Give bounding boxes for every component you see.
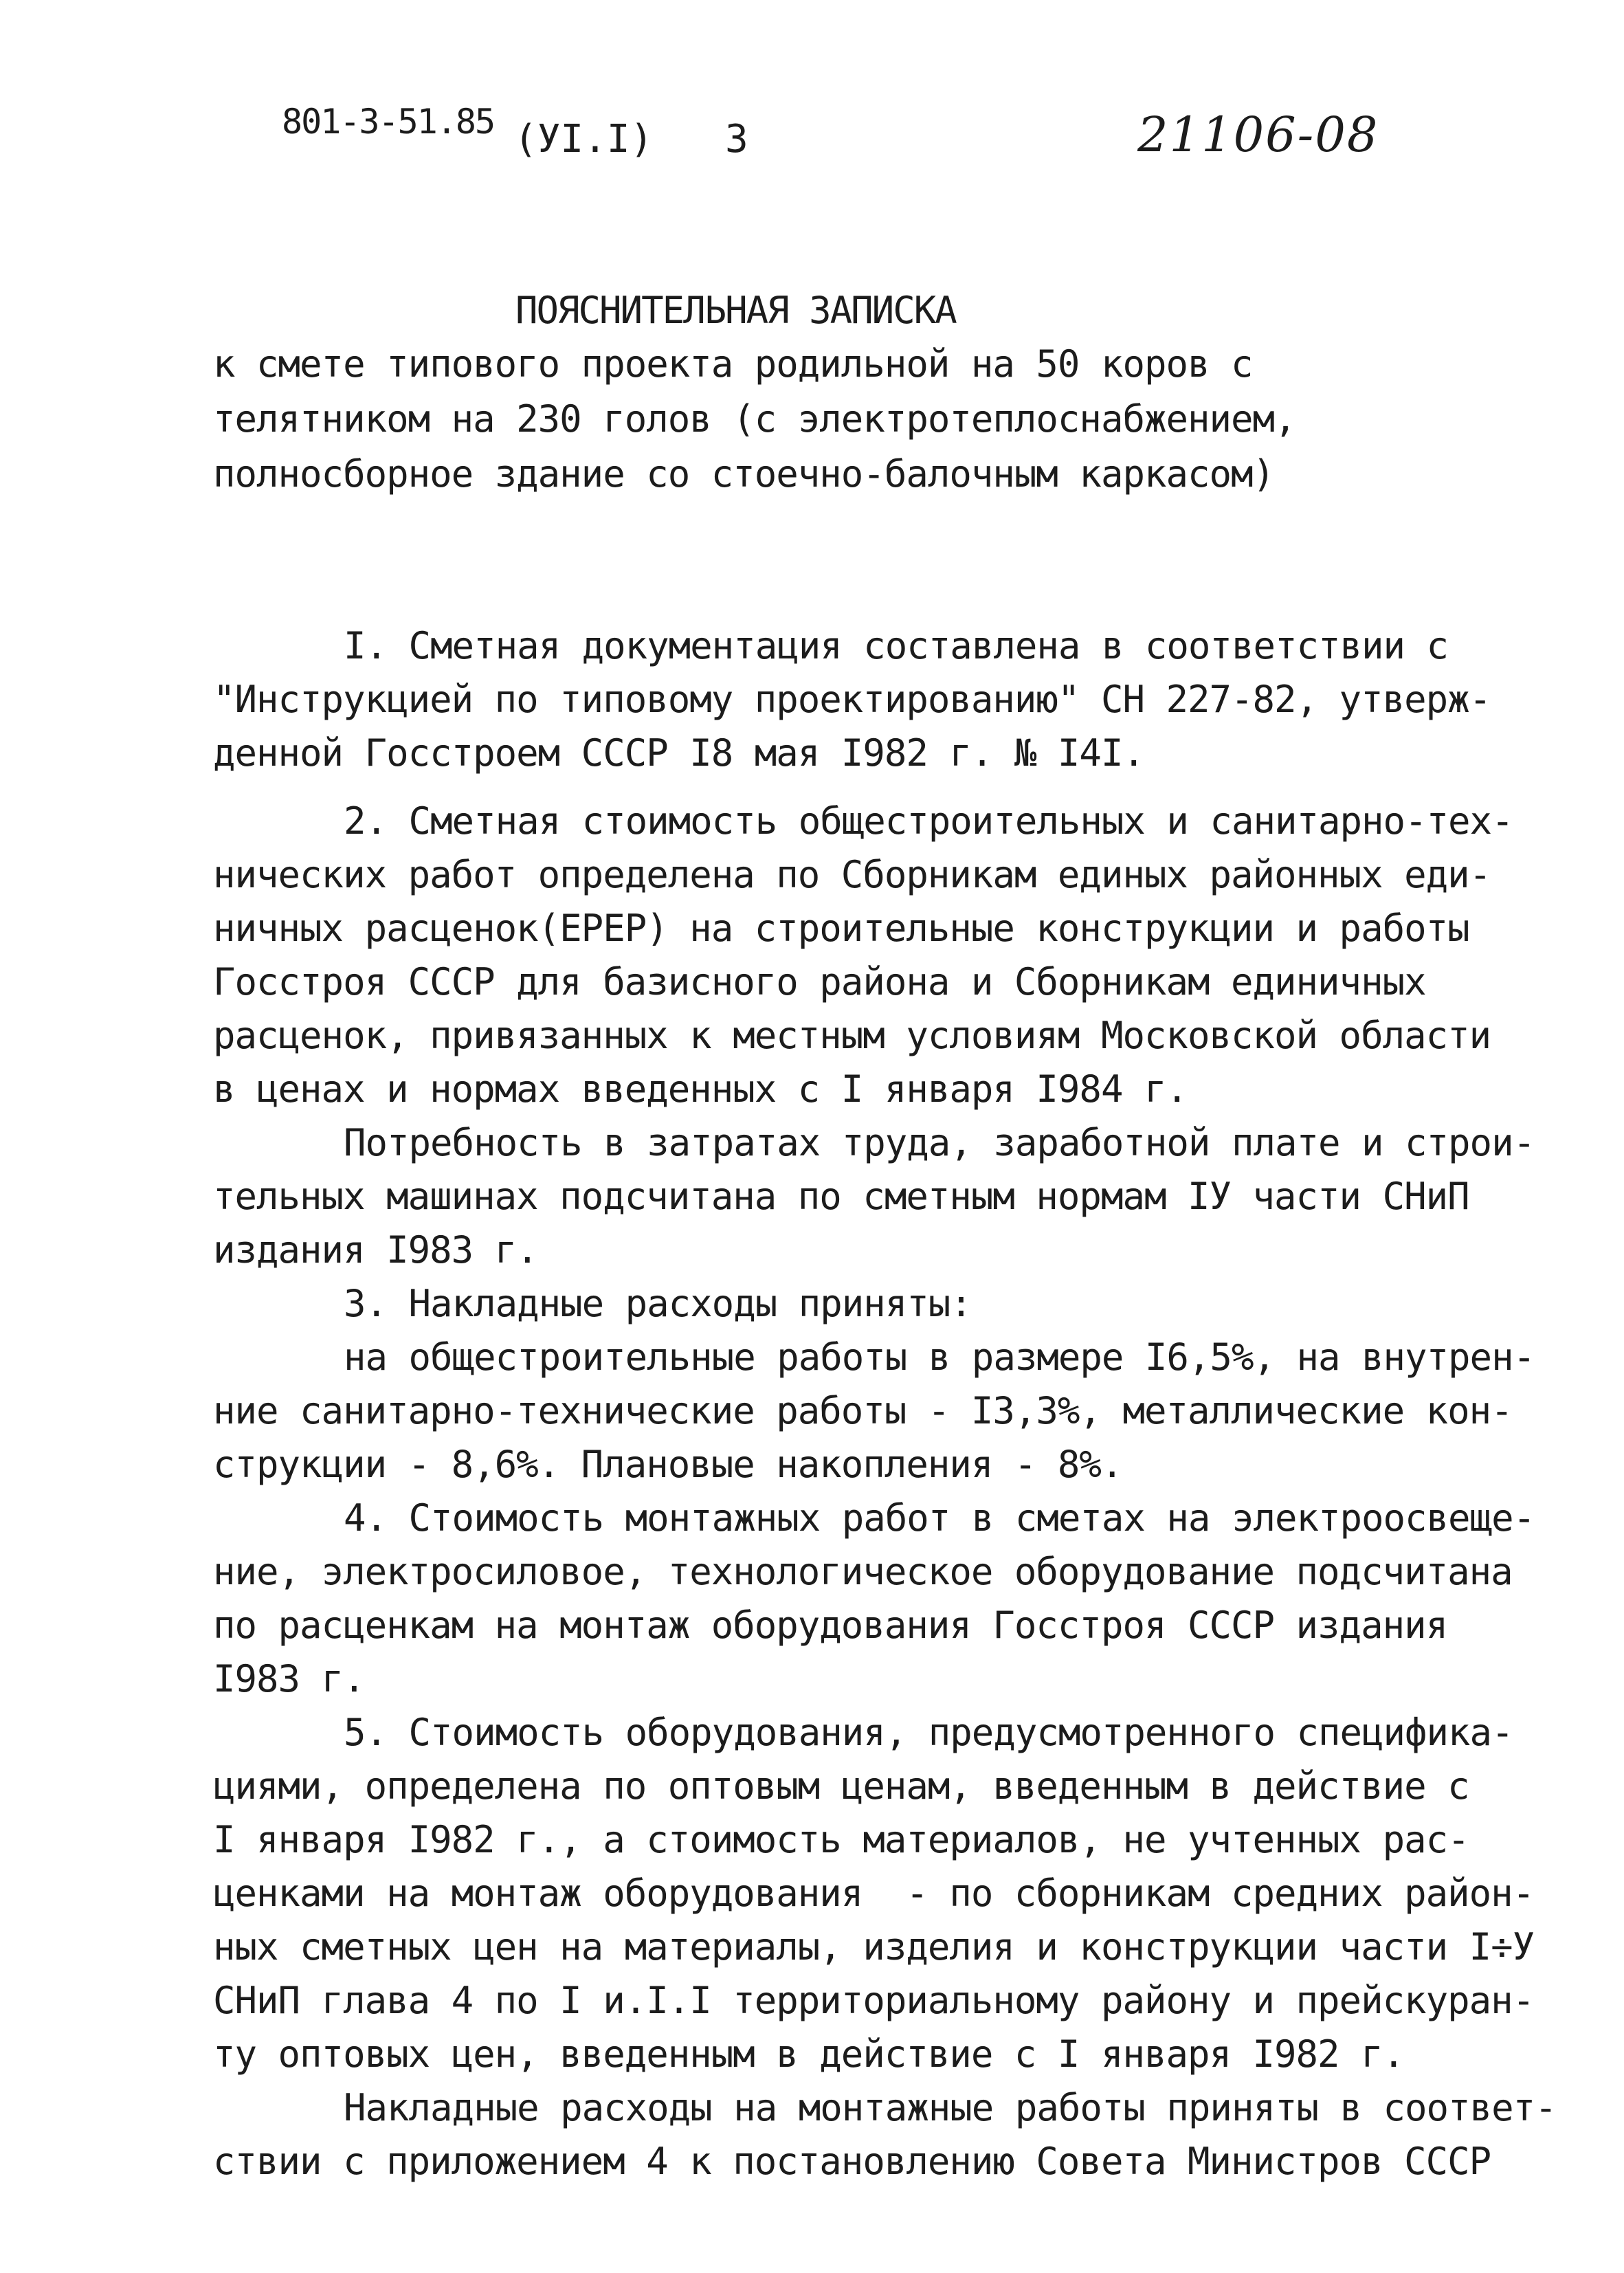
album-series: (УI.I) [514,117,654,162]
page-number: 3 [725,117,748,162]
paragraph-line: струкции - 8,6%. Плановые накопления - 8%. [213,1443,1123,1486]
paragraph-line: Госстроя СССР для базисного района и Сборникам единичных [213,960,1426,1004]
paragraph-line: ничных расценок(ЕРЕР) на строительные конструкции и работы [213,907,1469,950]
paragraph-line: нических работ определена по Сборникам единых районных еди- [213,853,1491,896]
document-code: 801-3-51.85 [282,102,495,142]
document-title: ПОЯСНИТЕЛЬНАЯ ЗАПИСКА [515,289,956,332]
subtitle-line: полносборное здание со стоечно-балочным каркасом) [213,452,1275,496]
paragraph-line: 4. Стоимость монтажных работ в сметах на электроосвеще- [344,1496,1535,1540]
paragraph-line: издания I983 г. [213,1228,538,1272]
paragraph-line: ных сметных цен на материалы, изделия и конструкции части I÷У [213,1925,1535,1969]
paragraph-line: Накладные расходы на монтажные работы приняты в соответ- [344,2086,1557,2129]
paragraph-line: ние санитарно-технические работы - I3,3%, металлические кон- [213,1389,1513,1432]
paragraph-line: I января I982 г., а стоимость материалов, не учтенных рас- [213,1818,1469,1861]
subtitle-line: телятником на 230 голов (с электротеплоснабжением, [213,397,1296,441]
handwritten-number: 21106-08 [1137,107,1379,163]
paragraph-line: 3. Накладные расходы приняты: [344,1282,972,1325]
paragraph-line: ту оптовых цен, введенным в действие с I января I982 г. [213,2032,1405,2076]
subtitle-line: к смете типового проекта родильной на 50 коров с [213,342,1253,386]
paragraph-line: ствии с приложением 4 к постановлению Совета Министров СССР [213,2140,1491,2183]
paragraph-line: расценок, привязанных к местным условиям Московской области [213,1014,1491,1057]
paragraph-line: ценками на монтаж оборудования - по сборникам средних район- [213,1872,1535,1915]
paragraph-line: в ценах и нормах введенных с I января I984 г. [213,1067,1188,1111]
paragraph-line: ние, электросиловое, технологическое оборудование подсчитана [213,1550,1513,1593]
paragraph-line: 2. Сметная стоимость общестроительных и санитарно-тех- [344,799,1513,843]
paragraph-line: "Инструкцией по типовому проектированию" СН 227-82, утверж- [213,678,1491,721]
paragraph-line: на общестроительные работы в размере I6,5%, на внутрен- [344,1335,1535,1379]
paragraph-line: I983 г. [213,1657,365,1700]
paragraph-line: 5. Стоимость оборудования, предусмотренного специфика- [344,1711,1513,1754]
paragraph-line: СНиП глава 4 по I и.I.I территориальному району и прейскуран- [213,1979,1535,2022]
paragraph-line: I. Сметная документация составлена в соответствии с [344,624,1449,667]
paragraph-line: тельных машинах подсчитана по сметным нормам IУ части СНиП [213,1175,1469,1218]
paragraph-line: денной Госстроем СССР I8 мая I982 г. № I4I. [213,731,1144,775]
paragraph-line: Потребность в затратах труда, заработной плате и строи- [344,1121,1535,1164]
paragraph-line: по расценкам на монтаж оборудования Госстроя СССР издания [213,1604,1448,1647]
paragraph-line: циями, определена по оптовым ценам, введенным в действие с [213,1764,1469,1808]
